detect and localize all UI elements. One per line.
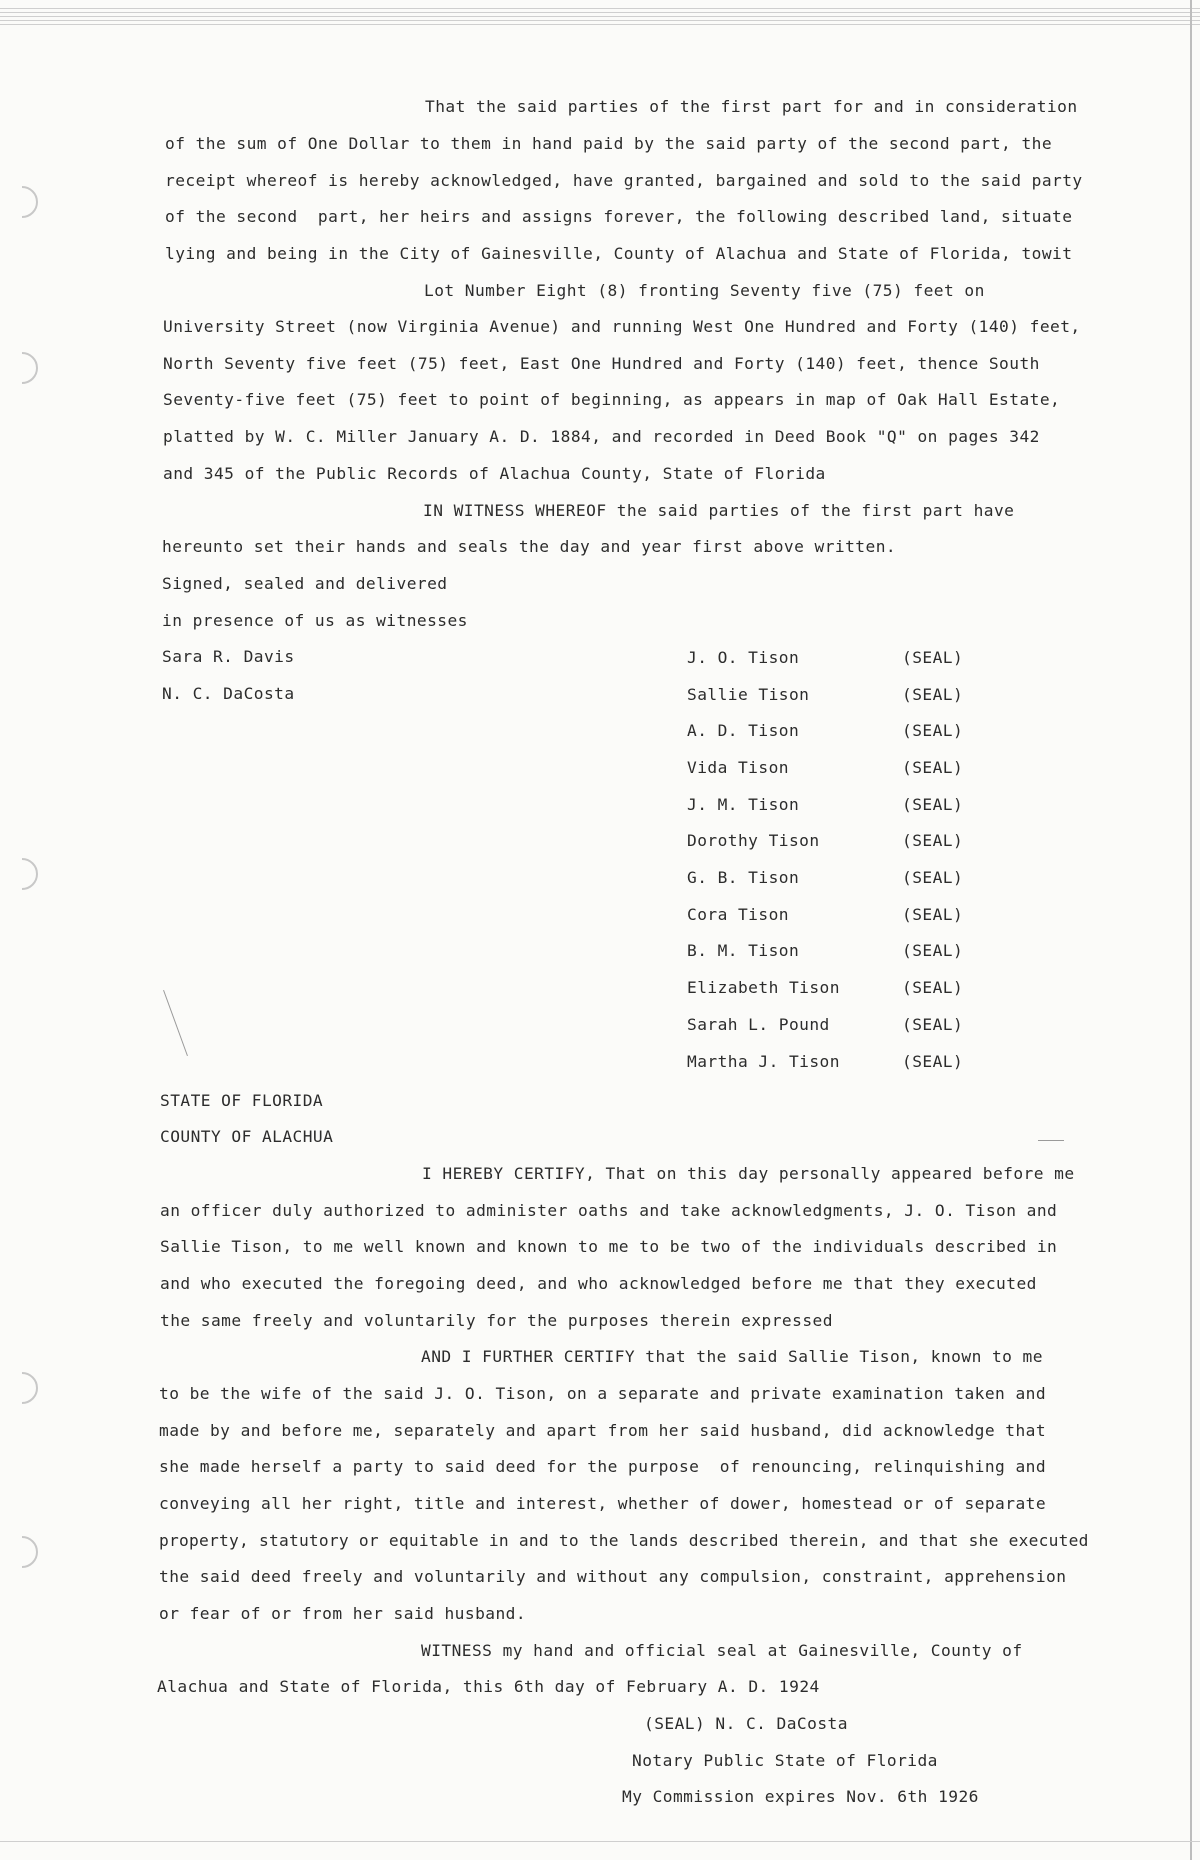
seal-mark: (SEAL) — [902, 1052, 964, 1071]
body-line: and who executed the foregoing deed, and who acknowledged before me that they executed — [160, 1274, 1037, 1293]
body-line: IN WITNESS WHEREOF the said parties of the first part have — [423, 501, 1015, 520]
bottom-rule — [0, 1841, 1200, 1842]
notary-title: Notary Public State of Florida — [632, 1751, 938, 1770]
body-line: lying and being in the City of Gainesville, County of Alachua and State of Florida, towit — [165, 244, 1073, 263]
signatory-name: Cora Tison — [687, 905, 789, 924]
witness-name: Sara R. Davis — [162, 647, 295, 666]
venue-county: COUNTY OF ALACHUA — [160, 1127, 334, 1146]
seal-mark: (SEAL) — [902, 1015, 964, 1034]
page-edge — [1190, 0, 1192, 1860]
body-line: of the sum of One Dollar to them in hand paid by the said party of the second part, the — [165, 134, 1053, 153]
body-line: Lot Number Eight (8) fronting Seventy five (75) feet on — [424, 281, 985, 300]
signatory-name: Vida Tison — [687, 758, 789, 777]
body-line: That the said parties of the first part for and in consideration — [425, 97, 1078, 116]
notary-commission: My Commission expires Nov. 6th 1926 — [622, 1787, 979, 1806]
seal-mark: (SEAL) — [902, 648, 964, 667]
seal-mark: (SEAL) — [902, 795, 964, 814]
body-line: Alachua and State of Florida, this 6th day of February A. D. 1924 — [157, 1677, 820, 1696]
body-line: WITNESS my hand and official seal at Gainesville, County of — [421, 1641, 1023, 1660]
body-line: or fear of or from her said husband. — [159, 1604, 527, 1623]
body-line: property, statutory or equitable in and to the lands described therein, and that she executed — [159, 1531, 1089, 1550]
seal-mark: (SEAL) — [902, 978, 964, 997]
signatory-name: Dorothy Tison — [687, 831, 820, 850]
body-line: Seventy-five feet (75) feet to point of beginning, as appears in map of Oak Hall Estate, — [163, 390, 1061, 409]
pencil-mark — [163, 990, 188, 1056]
body-line: I HEREBY CERTIFY, That on this day personally appeared before me — [422, 1164, 1075, 1183]
seal-mark: (SEAL) — [902, 831, 964, 850]
body-line: an officer duly authorized to administer oaths and take acknowledgments, J. O. Tison and — [160, 1201, 1058, 1220]
signatory-name: J. O. Tison — [687, 648, 800, 667]
body-line: the said deed freely and voluntarily and without any compulsion, constraint, apprehension — [159, 1567, 1067, 1586]
signatory-name: B. M. Tison — [687, 941, 800, 960]
top-rule — [0, 24, 1200, 25]
top-rule — [0, 8, 1200, 9]
seal-mark: (SEAL) — [902, 941, 964, 960]
body-line: in presence of us as witnesses — [162, 611, 468, 630]
top-rule — [0, 16, 1200, 17]
seal-mark: (SEAL) — [902, 685, 964, 704]
punch-hole-icon — [6, 858, 38, 890]
punch-hole-icon — [6, 186, 38, 218]
body-line: she made herself a party to said deed for the purpose of renouncing, relinquishing and — [159, 1457, 1047, 1476]
body-line: Sallie Tison, to me well known and known to me to be two of the individuals described in — [160, 1237, 1058, 1256]
signatory-name: Sallie Tison — [687, 685, 810, 704]
seal-mark: (SEAL) — [902, 868, 964, 887]
signatory-name: Martha J. Tison — [687, 1052, 840, 1071]
pencil-mark — [1038, 1140, 1064, 1141]
seal-mark: (SEAL) — [902, 721, 964, 740]
body-line: made by and before me, separately and apart from her said husband, did acknowledge that — [159, 1421, 1047, 1440]
venue-state: STATE OF FLORIDA — [160, 1091, 324, 1110]
witness-name: N. C. DaCosta — [162, 684, 295, 703]
body-line: conveying all her right, title and interest, whether of dower, homestead or of separate — [159, 1494, 1047, 1513]
signatory-name: Sarah L. Pound — [687, 1015, 830, 1034]
body-line: to be the wife of the said J. O. Tison, on a separate and private examination taken and — [159, 1384, 1047, 1403]
punch-hole-icon — [6, 352, 38, 384]
notary-signature: (SEAL) N. C. DaCosta — [644, 1714, 848, 1733]
punch-hole-icon — [6, 1536, 38, 1568]
signatory-name: G. B. Tison — [687, 868, 800, 887]
body-line: Signed, sealed and delivered — [162, 574, 448, 593]
signatory-name: A. D. Tison — [687, 721, 800, 740]
signatory-name: J. M. Tison — [687, 795, 800, 814]
seal-mark: (SEAL) — [902, 905, 964, 924]
body-line: platted by W. C. Miller January A. D. 1884, and recorded in Deed Book "Q" on pages 342 — [163, 427, 1040, 446]
top-rule — [0, 12, 1200, 13]
body-line: AND I FURTHER CERTIFY that the said Sallie Tison, known to me — [421, 1347, 1043, 1366]
body-line: of the second part, her heirs and assigns forever, the following described land, situate — [165, 207, 1073, 226]
body-line: receipt whereof is hereby acknowledged, have granted, bargained and sold to the said party — [165, 171, 1083, 190]
body-line: the same freely and voluntarily for the purposes therein expressed — [160, 1311, 833, 1330]
signatory-name: Elizabeth Tison — [687, 978, 840, 997]
punch-hole-icon — [6, 1372, 38, 1404]
top-rule — [0, 20, 1200, 21]
body-line: North Seventy five feet (75) feet, East One Hundred and Forty (140) feet, thence South — [163, 354, 1040, 373]
body-line: and 345 of the Public Records of Alachua County, State of Florida — [163, 464, 826, 483]
seal-mark: (SEAL) — [902, 758, 964, 777]
body-line: hereunto set their hands and seals the day and year first above written. — [162, 537, 897, 556]
body-line: University Street (now Virginia Avenue) and running West One Hundred and Forty (140) feet, — [163, 317, 1081, 336]
